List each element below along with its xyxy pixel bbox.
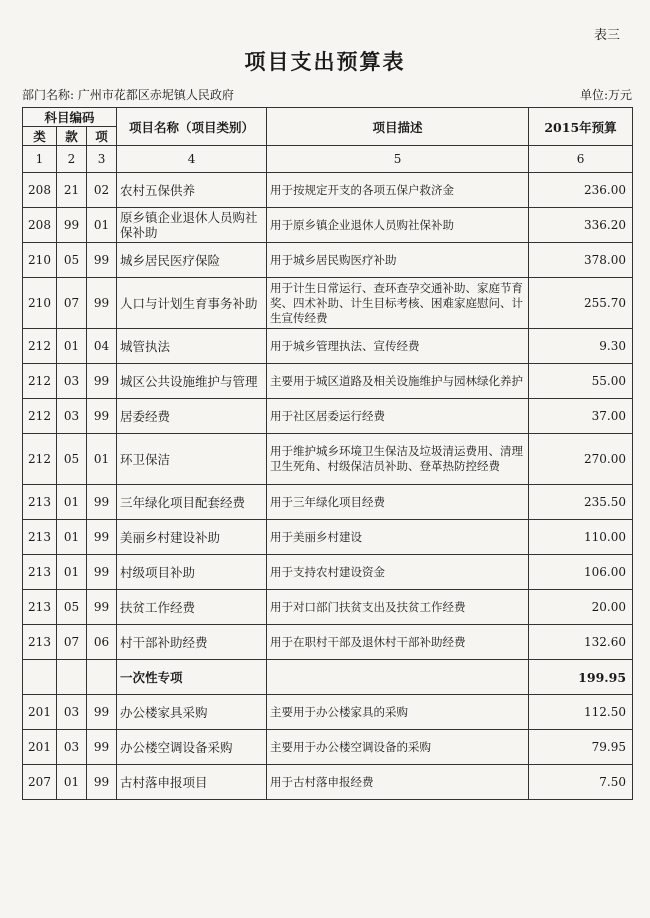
project-name-cell: 办公楼家具采购 — [117, 695, 267, 730]
project-name-cell: 古村落申报项目 — [117, 765, 267, 800]
amount-cell: 132.60 — [529, 625, 633, 660]
xiang-cell: 04 — [87, 329, 117, 364]
project-name-cell: 扶贫工作经费 — [117, 590, 267, 625]
amount-cell: 110.00 — [529, 520, 633, 555]
lei-cell: 208 — [23, 173, 57, 208]
project-name-cell: 环卫保洁 — [117, 434, 267, 485]
subtotal-label: 一次性专项 — [117, 660, 267, 695]
lei-cell: 210 — [23, 243, 57, 278]
col-number: 6 — [529, 146, 633, 173]
kuan-cell: 01 — [57, 485, 87, 520]
table-row — [23, 695, 633, 730]
department-label: 部门名称: 广州市花都区赤坭镇人民政府 — [22, 88, 234, 102]
kuan-cell: 03 — [57, 364, 87, 399]
table-row — [23, 555, 633, 590]
lei-cell — [23, 660, 57, 695]
kuan-header: 款 — [57, 127, 87, 146]
kuan-cell: 03 — [57, 695, 87, 730]
amount-cell: 9.30 — [529, 329, 633, 364]
project-desc-cell — [267, 660, 529, 695]
project-name-cell: 村干部补助经费 — [117, 625, 267, 660]
xiang-cell: 99 — [87, 485, 117, 520]
lei-cell: 213 — [23, 485, 57, 520]
amount-cell: 106.00 — [529, 555, 633, 590]
lei-cell: 212 — [23, 364, 57, 399]
xiang-cell: 99 — [87, 555, 117, 590]
amount-cell: 20.00 — [529, 590, 633, 625]
xiang-cell: 99 — [87, 730, 117, 765]
project-name-cell: 三年绿化项目配套经费 — [117, 485, 267, 520]
project-desc-cell: 用于三年绿化项目经费 — [267, 485, 529, 520]
table-row — [23, 730, 633, 765]
project-desc-cell: 用于古村落申报经费 — [267, 765, 529, 800]
kuan-cell: 03 — [57, 730, 87, 765]
project-desc-cell: 用于在职村干部及退休村干部补助经费 — [267, 625, 529, 660]
project-name-cell: 原乡镇企业退休人员购社保补助 — [117, 208, 267, 243]
lei-cell: 212 — [23, 399, 57, 434]
project-name-cell: 居委经费 — [117, 399, 267, 434]
project-name-cell: 村级项目补助 — [117, 555, 267, 590]
xiang-cell: 01 — [87, 434, 117, 485]
project-desc-cell: 主要用于城区道路及相关设施维护与园林绿化养护 — [267, 364, 529, 399]
amount-cell: 378.00 — [529, 243, 633, 278]
xiang-cell: 99 — [87, 278, 117, 329]
project-desc-cell: 用于社区居委运行经费 — [267, 399, 529, 434]
table-row — [23, 278, 633, 329]
project-desc-cell: 用于计生日常运行、查环查孕交通补助、家庭节育奖、四术补助、计生目标考核、困难家庭慰问、计生宣传经费 — [267, 278, 529, 329]
amount-cell: 37.00 — [529, 399, 633, 434]
kuan-cell — [57, 660, 87, 695]
amount-cell: 236.00 — [529, 173, 633, 208]
lei-cell: 213 — [23, 625, 57, 660]
lei-cell: 212 — [23, 329, 57, 364]
project-desc-cell: 用于支持农村建设资金 — [267, 555, 529, 590]
project-desc-cell: 用于维护城乡环境卫生保洁及垃圾清运费用、清理卫生死角、村级保洁员补助、登革热防控经费 — [267, 434, 529, 485]
kuan-cell: 01 — [57, 329, 87, 364]
xiang-header: 项 — [87, 127, 117, 146]
amount-cell: 55.00 — [529, 364, 633, 399]
kuan-cell: 07 — [57, 278, 87, 329]
project-desc-cell: 主要用于办公楼空调设备的采购 — [267, 730, 529, 765]
desc-header: 项目描述 — [267, 108, 529, 146]
project-name-cell: 城乡居民医疗保险 — [117, 243, 267, 278]
kuan-cell: 21 — [57, 173, 87, 208]
project-desc-cell: 用于按规定开支的各项五保户救济金 — [267, 173, 529, 208]
amount-cell: 336.20 — [529, 208, 633, 243]
project-desc-cell: 用于城乡管理执法、宣传经费 — [267, 329, 529, 364]
lei-cell: 210 — [23, 278, 57, 329]
project-name-cell: 城区公共设施维护与管理 — [117, 364, 267, 399]
kuan-cell: 01 — [57, 765, 87, 800]
subtotal-amount: 199.95 — [529, 660, 633, 695]
col-number: 2 — [57, 146, 87, 173]
lei-cell: 207 — [23, 765, 57, 800]
table-row — [23, 208, 633, 243]
lei-cell: 201 — [23, 695, 57, 730]
project-name-cell: 办公楼空调设备采购 — [117, 730, 267, 765]
project-desc-cell: 用于原乡镇企业退休人员购社保补助 — [267, 208, 529, 243]
amount-cell: 79.95 — [529, 730, 633, 765]
project-desc-cell: 用于对口部门扶贫支出及扶贫工作经费 — [267, 590, 529, 625]
budget-table — [22, 107, 633, 800]
xiang-cell: 06 — [87, 625, 117, 660]
table-row — [23, 173, 633, 208]
lei-cell: 208 — [23, 208, 57, 243]
project-desc-cell: 用于美丽乡村建设 — [267, 520, 529, 555]
project-name-cell: 美丽乡村建设补助 — [117, 520, 267, 555]
lei-cell: 213 — [23, 520, 57, 555]
lei-header: 类 — [23, 127, 57, 146]
xiang-cell: 99 — [87, 765, 117, 800]
table-row — [23, 590, 633, 625]
col-number: 3 — [87, 146, 117, 173]
kuan-cell: 01 — [57, 520, 87, 555]
lei-cell: 212 — [23, 434, 57, 485]
xiang-cell: 99 — [87, 399, 117, 434]
unit-label: 单位:万元 — [579, 88, 632, 102]
project-name-cell: 农村五保供养 — [117, 173, 267, 208]
code-group-header: 科目编码 — [23, 108, 117, 127]
xiang-cell: 99 — [87, 364, 117, 399]
lei-cell: 201 — [23, 730, 57, 765]
lei-cell: 213 — [23, 590, 57, 625]
name-header: 项目名称（项目类别） — [117, 108, 267, 146]
table-row — [23, 520, 633, 555]
table-row — [23, 765, 633, 800]
xiang-cell — [87, 660, 117, 695]
table-row — [23, 364, 633, 399]
xiang-cell: 01 — [87, 208, 117, 243]
col-number: 5 — [267, 146, 529, 173]
xiang-cell: 99 — [87, 520, 117, 555]
xiang-cell: 99 — [87, 243, 117, 278]
project-desc-cell: 用于城乡居民购医疗补助 — [267, 243, 529, 278]
amount-cell: 270.00 — [529, 434, 633, 485]
xiang-cell: 99 — [87, 695, 117, 730]
amount-cell: 7.50 — [529, 765, 633, 800]
col-number: 4 — [117, 146, 267, 173]
xiang-cell: 02 — [87, 173, 117, 208]
amount-cell: 255.70 — [529, 278, 633, 329]
budget-header: 2015年预算 — [529, 108, 633, 146]
kuan-cell: 05 — [57, 434, 87, 485]
kuan-cell: 05 — [57, 590, 87, 625]
project-name-cell: 城管执法 — [117, 329, 267, 364]
lei-cell: 213 — [23, 555, 57, 590]
table-row — [23, 399, 633, 434]
table-number: 表三 — [593, 28, 620, 43]
kuan-cell: 07 — [57, 625, 87, 660]
amount-cell: 235.50 — [529, 485, 633, 520]
xiang-cell: 99 — [87, 590, 117, 625]
table-row — [23, 485, 633, 520]
amount-cell: 112.50 — [529, 695, 633, 730]
table-row — [23, 329, 633, 364]
kuan-cell: 01 — [57, 555, 87, 590]
page-title: 项目支出预算表 — [244, 49, 406, 74]
table-row — [23, 434, 633, 485]
project-desc-cell: 主要用于办公楼家具的采购 — [267, 695, 529, 730]
table-row — [23, 243, 633, 278]
col-number: 1 — [23, 146, 57, 173]
kuan-cell: 03 — [57, 399, 87, 434]
kuan-cell: 99 — [57, 208, 87, 243]
subtotal-row — [23, 660, 633, 695]
kuan-cell: 05 — [57, 243, 87, 278]
table-row — [23, 625, 633, 660]
meta-line — [22, 86, 632, 103]
project-name-cell: 人口与计划生育事务补助 — [117, 278, 267, 329]
